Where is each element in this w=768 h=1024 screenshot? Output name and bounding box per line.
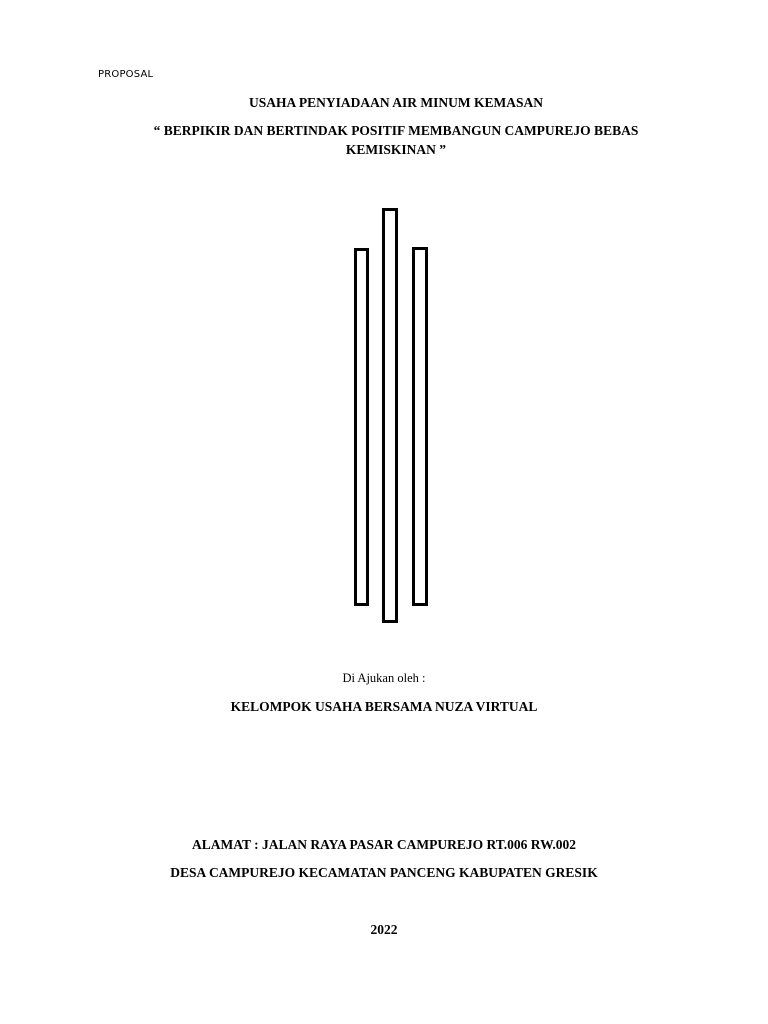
- group-name: KELOMPOK USAHA BERSAMA NUZA VIRTUAL: [230, 699, 538, 714]
- address-line-2: DESA CAMPUREJO KECAMATAN PANCENG KABUPATEN GRESIK: [170, 865, 598, 880]
- motto-line-1: “ BERPIKIR DAN BERTINDAK POSITIF MEMBANGUN CAMPUREJO BEBAS: [153, 123, 639, 138]
- document-year: 2022: [370, 922, 398, 937]
- document-title: USAHA PENYIADAAN AIR MINUM KEMASAN: [248, 95, 543, 110]
- decorative-bar-left: [354, 248, 369, 606]
- motto-line-2: KEMISKINAN ”: [345, 142, 447, 157]
- document-label: PROPOSAL: [98, 69, 154, 80]
- decorative-bar-right: [412, 247, 428, 606]
- submitted-by-label: Di Ajukan oleh :: [342, 671, 426, 685]
- address-line-1: ALAMAT : JALAN RAYA PASAR CAMPUREJO RT.006 RW.002: [192, 837, 576, 852]
- decorative-bar-center: [382, 208, 398, 623]
